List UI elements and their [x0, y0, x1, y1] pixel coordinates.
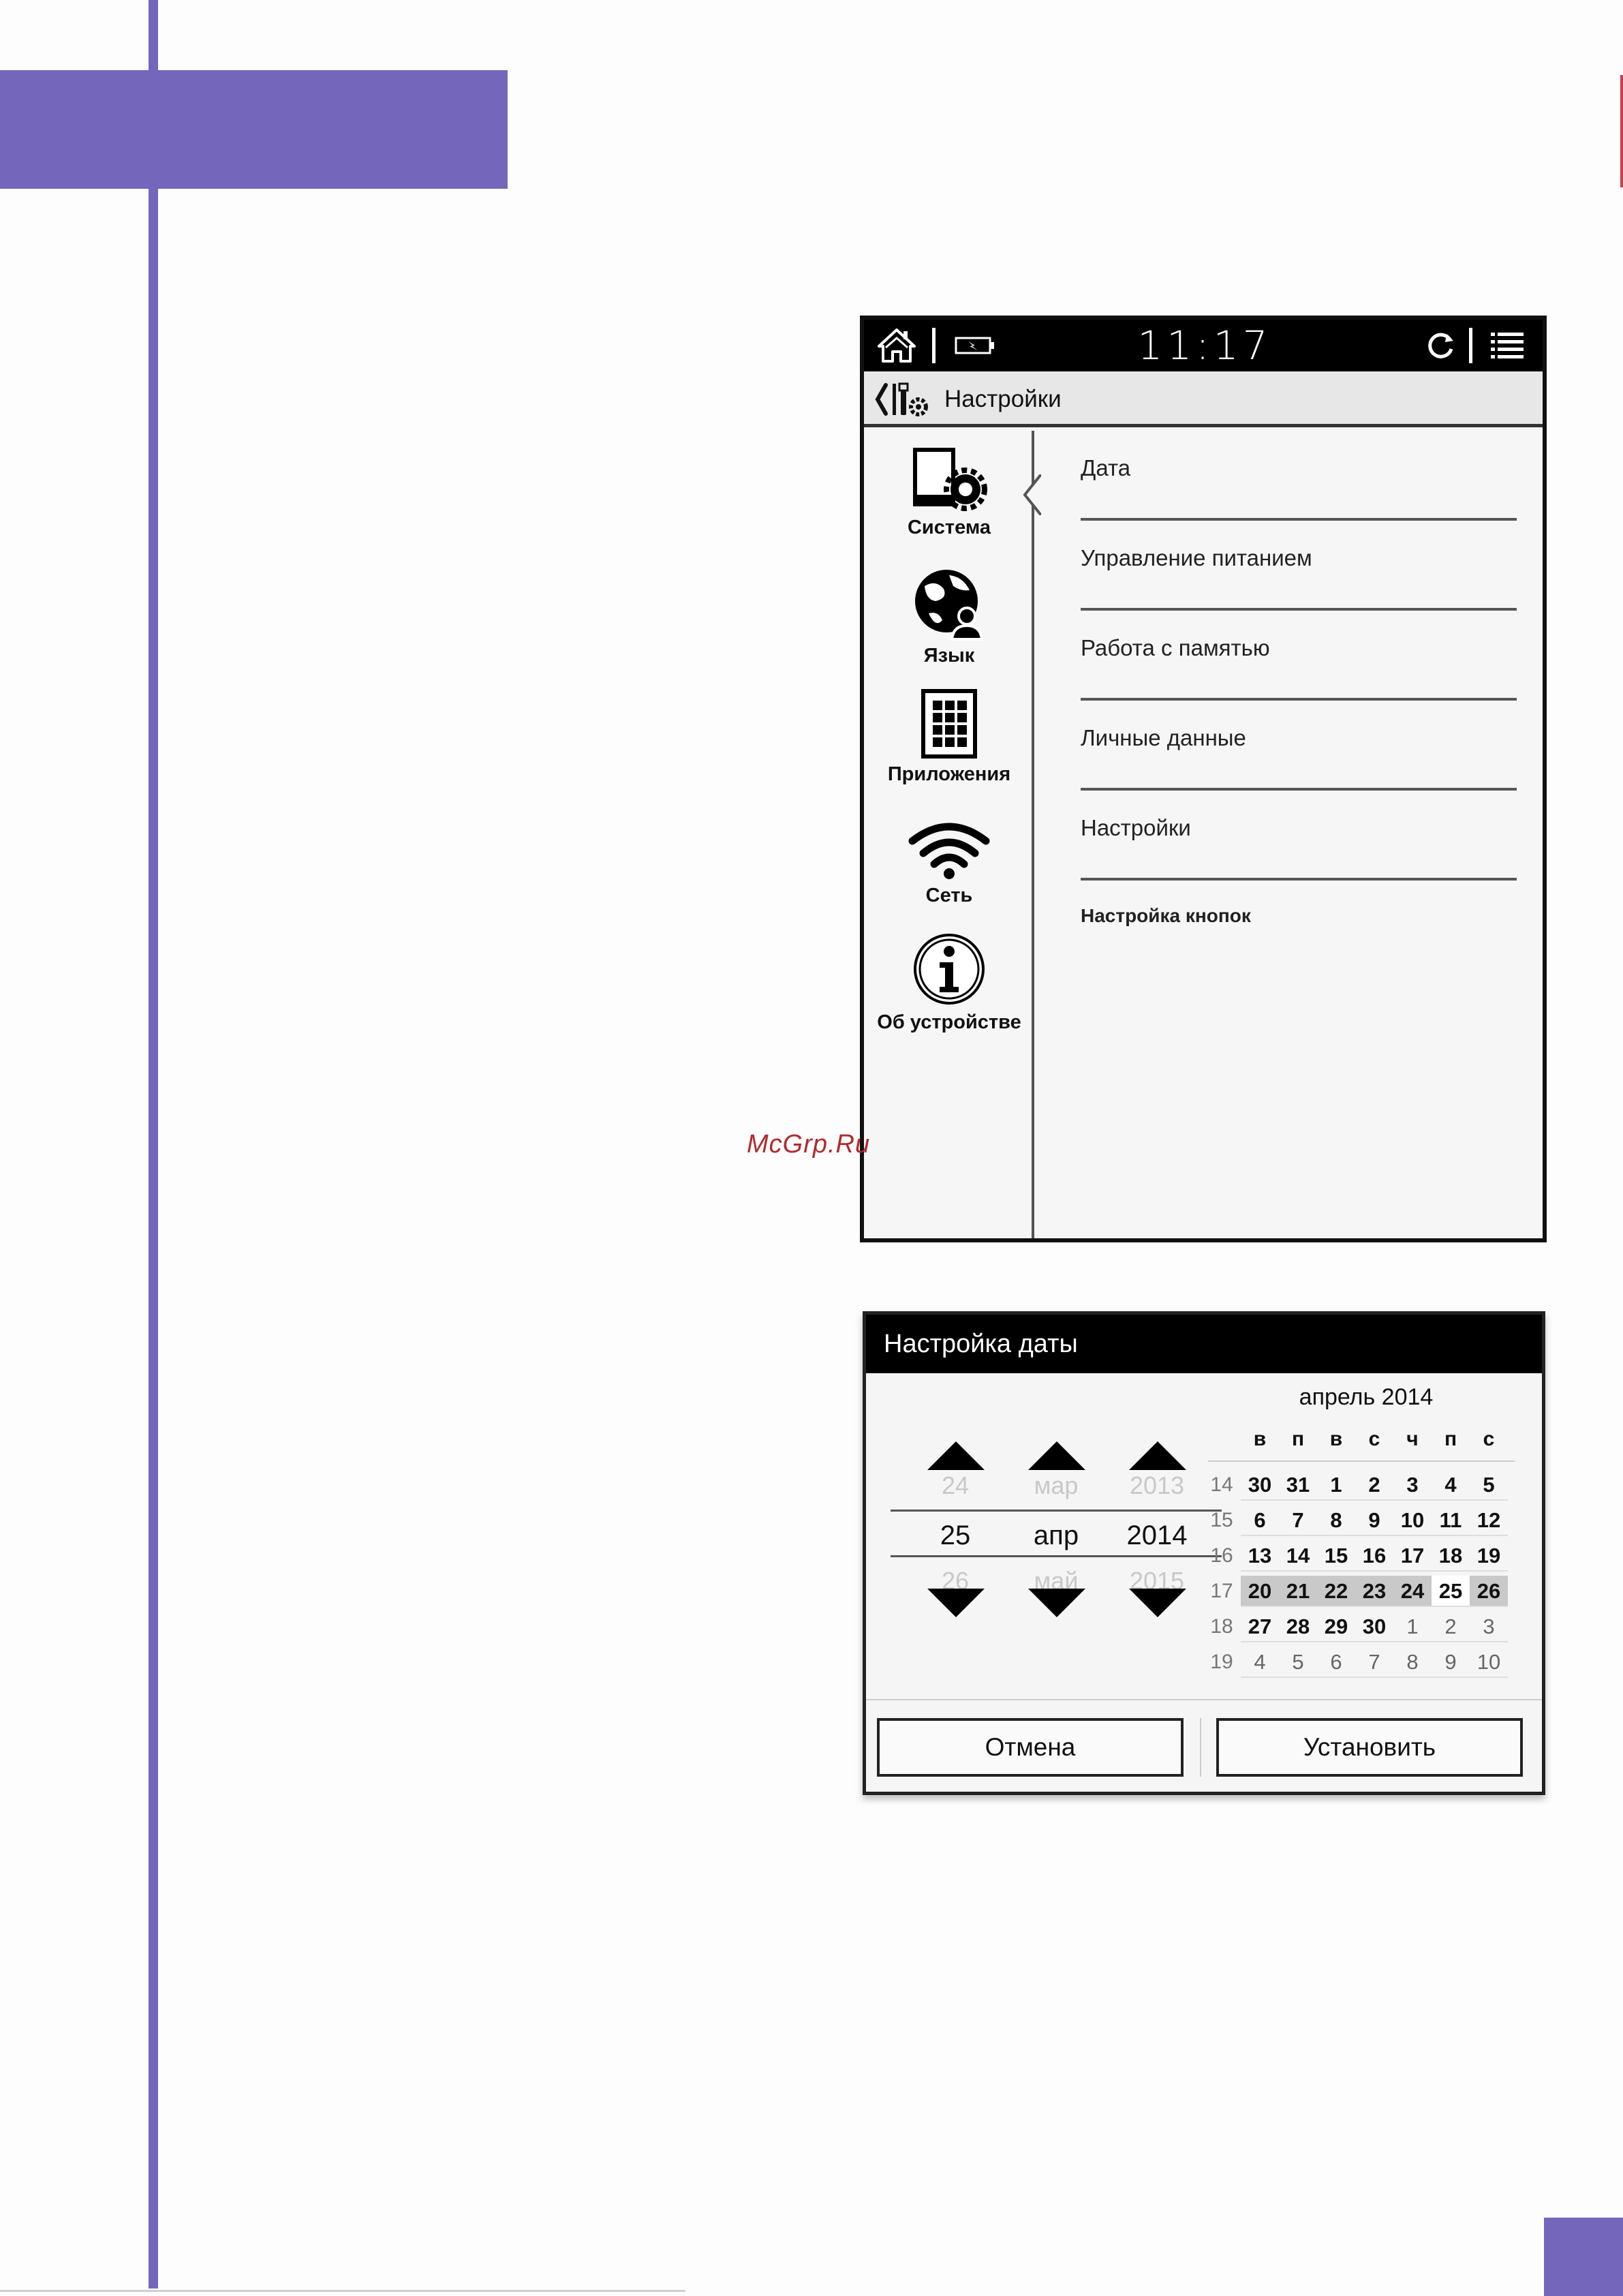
menu-item-memory[interactable]	[1081, 611, 1517, 701]
week-number: 14	[1210, 1473, 1233, 1496]
calendar-day[interactable]: 30	[1355, 1611, 1393, 1642]
calendar-day[interactable]: 15	[1317, 1540, 1355, 1572]
sync-icon[interactable]	[1419, 326, 1462, 365]
calendar-week-row	[1203, 1609, 1530, 1644]
weekday-label: п	[1291, 1428, 1305, 1450]
calendar-day[interactable]: 7	[1279, 1505, 1317, 1536]
settings-screen	[860, 316, 1547, 1242]
month-prev-value[interactable]: мар	[1034, 1471, 1079, 1499]
battery-icon	[953, 326, 998, 365]
calendar-day[interactable]: 13	[1241, 1540, 1279, 1572]
page-title: Настройки	[944, 386, 1062, 412]
calendar-day[interactable]: 21	[1279, 1576, 1317, 1607]
calendar-month-label: апрель 2014	[1299, 1384, 1434, 1410]
year-current-value[interactable]: 2014	[1092, 1510, 1222, 1557]
calendar-day[interactable]: 22	[1317, 1576, 1355, 1607]
menu-item-personal-data[interactable]	[1081, 701, 1517, 791]
status-separator	[932, 328, 936, 363]
apps-grid-icon	[908, 688, 990, 759]
sidebar-item-network[interactable]	[864, 819, 1034, 907]
calendar-day[interactable]: 23	[1355, 1576, 1393, 1607]
menu-item-settings[interactable]	[1081, 791, 1517, 881]
menu-list-icon[interactable]	[1485, 326, 1529, 365]
week-number: 16	[1210, 1544, 1233, 1567]
calendar-day[interactable]: 1	[1317, 1469, 1355, 1501]
calendar-header-divider	[1208, 1460, 1515, 1462]
menu-item-label: Личные данные	[1081, 725, 1246, 750]
calendar-day[interactable]: 9	[1355, 1505, 1393, 1536]
watermark: McGrp.Ru	[747, 1130, 871, 1159]
dialog-footer	[866, 1700, 1542, 1792]
title-bar	[864, 371, 1543, 427]
calendar	[1203, 1373, 1530, 1700]
menu-item-label: Управление питанием	[1081, 545, 1312, 570]
calendar-day[interactable]: 8	[1317, 1505, 1355, 1536]
sidebar-item-language[interactable]	[864, 566, 1034, 667]
calendar-week-row	[1203, 1538, 1530, 1574]
day-prev-value[interactable]: 24	[941, 1471, 970, 1499]
menu-item-label: Настройки	[1081, 815, 1191, 840]
calendar-day[interactable]: 9	[1432, 1647, 1470, 1678]
calendar-day[interactable]: 5	[1470, 1469, 1508, 1501]
status-separator	[1469, 328, 1472, 363]
year-next-value[interactable]: 2015	[1129, 1567, 1185, 1595]
page-edge-mark	[1620, 75, 1623, 187]
calendar-day[interactable]: 31	[1279, 1469, 1317, 1501]
year-up-arrow-icon[interactable]	[1129, 1441, 1186, 1470]
calendar-day[interactable]: 8	[1393, 1647, 1432, 1678]
clock-time: 11:17	[1137, 322, 1272, 369]
week-number: 19	[1210, 1651, 1233, 1673]
sidebar-item-label: Сеть	[925, 885, 973, 906]
wifi-icon	[908, 819, 990, 881]
calendar-day[interactable]: 7	[1355, 1647, 1393, 1678]
cancel-button[interactable]: Отмена	[877, 1718, 1184, 1777]
globe-language-icon	[908, 566, 990, 641]
weekday-label: в	[1253, 1428, 1267, 1450]
calendar-day[interactable]: 2	[1432, 1611, 1470, 1642]
page-footer-rule	[0, 2290, 685, 2292]
calendar-day[interactable]: 10	[1470, 1647, 1508, 1678]
footer-divider	[1200, 1718, 1201, 1777]
day-current-value[interactable]: 25	[891, 1510, 1020, 1557]
year-prev-value[interactable]: 2013	[1129, 1471, 1185, 1499]
settings-tools-icon	[874, 381, 935, 418]
system-settings-icon	[908, 447, 990, 512]
menu-item-label: Работа с памятью	[1081, 635, 1270, 660]
status-bar	[864, 320, 1543, 371]
page-header-block	[0, 70, 508, 189]
calendar-day[interactable]: 24	[1393, 1576, 1432, 1607]
calendar-weekday-header	[1241, 1428, 1508, 1458]
date-dialog	[863, 1311, 1545, 1795]
page-vertical-rule	[149, 0, 158, 2289]
day-down-arrow-icon[interactable]	[927, 1589, 985, 1617]
calendar-day[interactable]: 5	[1279, 1647, 1317, 1678]
menu-item-power[interactable]	[1081, 521, 1517, 611]
set-button[interactable]: Установить	[1216, 1718, 1523, 1777]
calendar-day[interactable]: 16	[1355, 1540, 1393, 1572]
week-number: 15	[1210, 1509, 1233, 1531]
calendar-day[interactable]: 17	[1393, 1540, 1432, 1572]
month-up-arrow-icon[interactable]	[1028, 1441, 1085, 1470]
weekday-label: с	[1368, 1428, 1380, 1450]
calendar-day[interactable]: 6	[1317, 1647, 1355, 1678]
week-number: 18	[1210, 1615, 1233, 1638]
calendar-day[interactable]: 26	[1470, 1576, 1508, 1607]
page-corner-block	[1544, 2218, 1623, 2296]
year-down-arrow-icon[interactable]	[1129, 1589, 1186, 1617]
calendar-day[interactable]: 29	[1317, 1611, 1355, 1642]
calendar-day[interactable]: 2	[1355, 1469, 1393, 1501]
sidebar-item-label: Язык	[923, 645, 975, 667]
calendar-day[interactable]: 14	[1279, 1540, 1317, 1572]
sidebar-item-label: Система	[907, 517, 991, 538]
calendar-week-row	[1203, 1467, 1530, 1503]
calendar-day[interactable]: 10	[1393, 1505, 1432, 1536]
calendar-week-row-selected	[1203, 1574, 1530, 1609]
calendar-day[interactable]: 6	[1241, 1505, 1279, 1536]
calendar-day[interactable]: 20	[1241, 1576, 1279, 1607]
calendar-day[interactable]: 3	[1470, 1611, 1508, 1642]
weekday-label: п	[1444, 1428, 1457, 1450]
sidebar-item-about[interactable]	[864, 932, 1034, 1034]
weekday-label: с	[1483, 1428, 1495, 1450]
month-down-arrow-icon[interactable]	[1028, 1589, 1085, 1617]
calendar-day[interactable]: 30	[1241, 1469, 1279, 1501]
calendar-day[interactable]: 4	[1432, 1469, 1470, 1501]
settings-menu-list	[1037, 431, 1543, 1238]
menu-item-date[interactable]	[1081, 431, 1517, 521]
calendar-week-row	[1203, 1644, 1530, 1680]
day-next-value[interactable]: 26	[941, 1567, 970, 1595]
dialog-title: Настройка даты	[866, 1315, 1542, 1373]
weekday-label: в	[1329, 1428, 1343, 1450]
calendar-day[interactable]: 27	[1241, 1611, 1279, 1642]
calendar-day[interactable]: 28	[1279, 1611, 1317, 1642]
info-icon	[908, 932, 990, 1007]
calendar-day-selected[interactable]: 25	[1432, 1576, 1470, 1607]
calendar-day[interactable]: 12	[1470, 1505, 1508, 1536]
home-icon[interactable]	[875, 326, 918, 365]
month-next-value[interactable]: май	[1034, 1567, 1079, 1595]
back-button[interactable]	[874, 381, 935, 418]
calendar-day[interactable]: 18	[1432, 1540, 1470, 1572]
menu-item-button-settings[interactable]	[1081, 881, 1517, 970]
month-current-value[interactable]: апр	[991, 1510, 1121, 1557]
menu-item-label: Дата	[1081, 455, 1131, 480]
calendar-day[interactable]: 19	[1470, 1540, 1508, 1572]
sidebar-item-system[interactable]	[864, 447, 1034, 539]
settings-sidebar	[864, 431, 1034, 1238]
dialog-body	[866, 1373, 1542, 1700]
calendar-day[interactable]: 4	[1241, 1647, 1279, 1678]
calendar-week-row	[1203, 1503, 1530, 1538]
calendar-day[interactable]: 1	[1393, 1611, 1432, 1642]
day-up-arrow-icon[interactable]	[927, 1441, 985, 1470]
sidebar-item-label: Приложения	[887, 763, 1011, 785]
calendar-day[interactable]: 3	[1393, 1469, 1432, 1501]
sidebar-item-apps[interactable]	[864, 688, 1034, 786]
menu-item-label: Настройка кнопок	[1081, 905, 1251, 926]
week-number: 17	[1210, 1580, 1233, 1602]
calendar-day[interactable]: 11	[1432, 1505, 1470, 1536]
sidebar-item-label: Об устройстве	[877, 1011, 1021, 1033]
weekday-label: ч	[1406, 1428, 1419, 1450]
